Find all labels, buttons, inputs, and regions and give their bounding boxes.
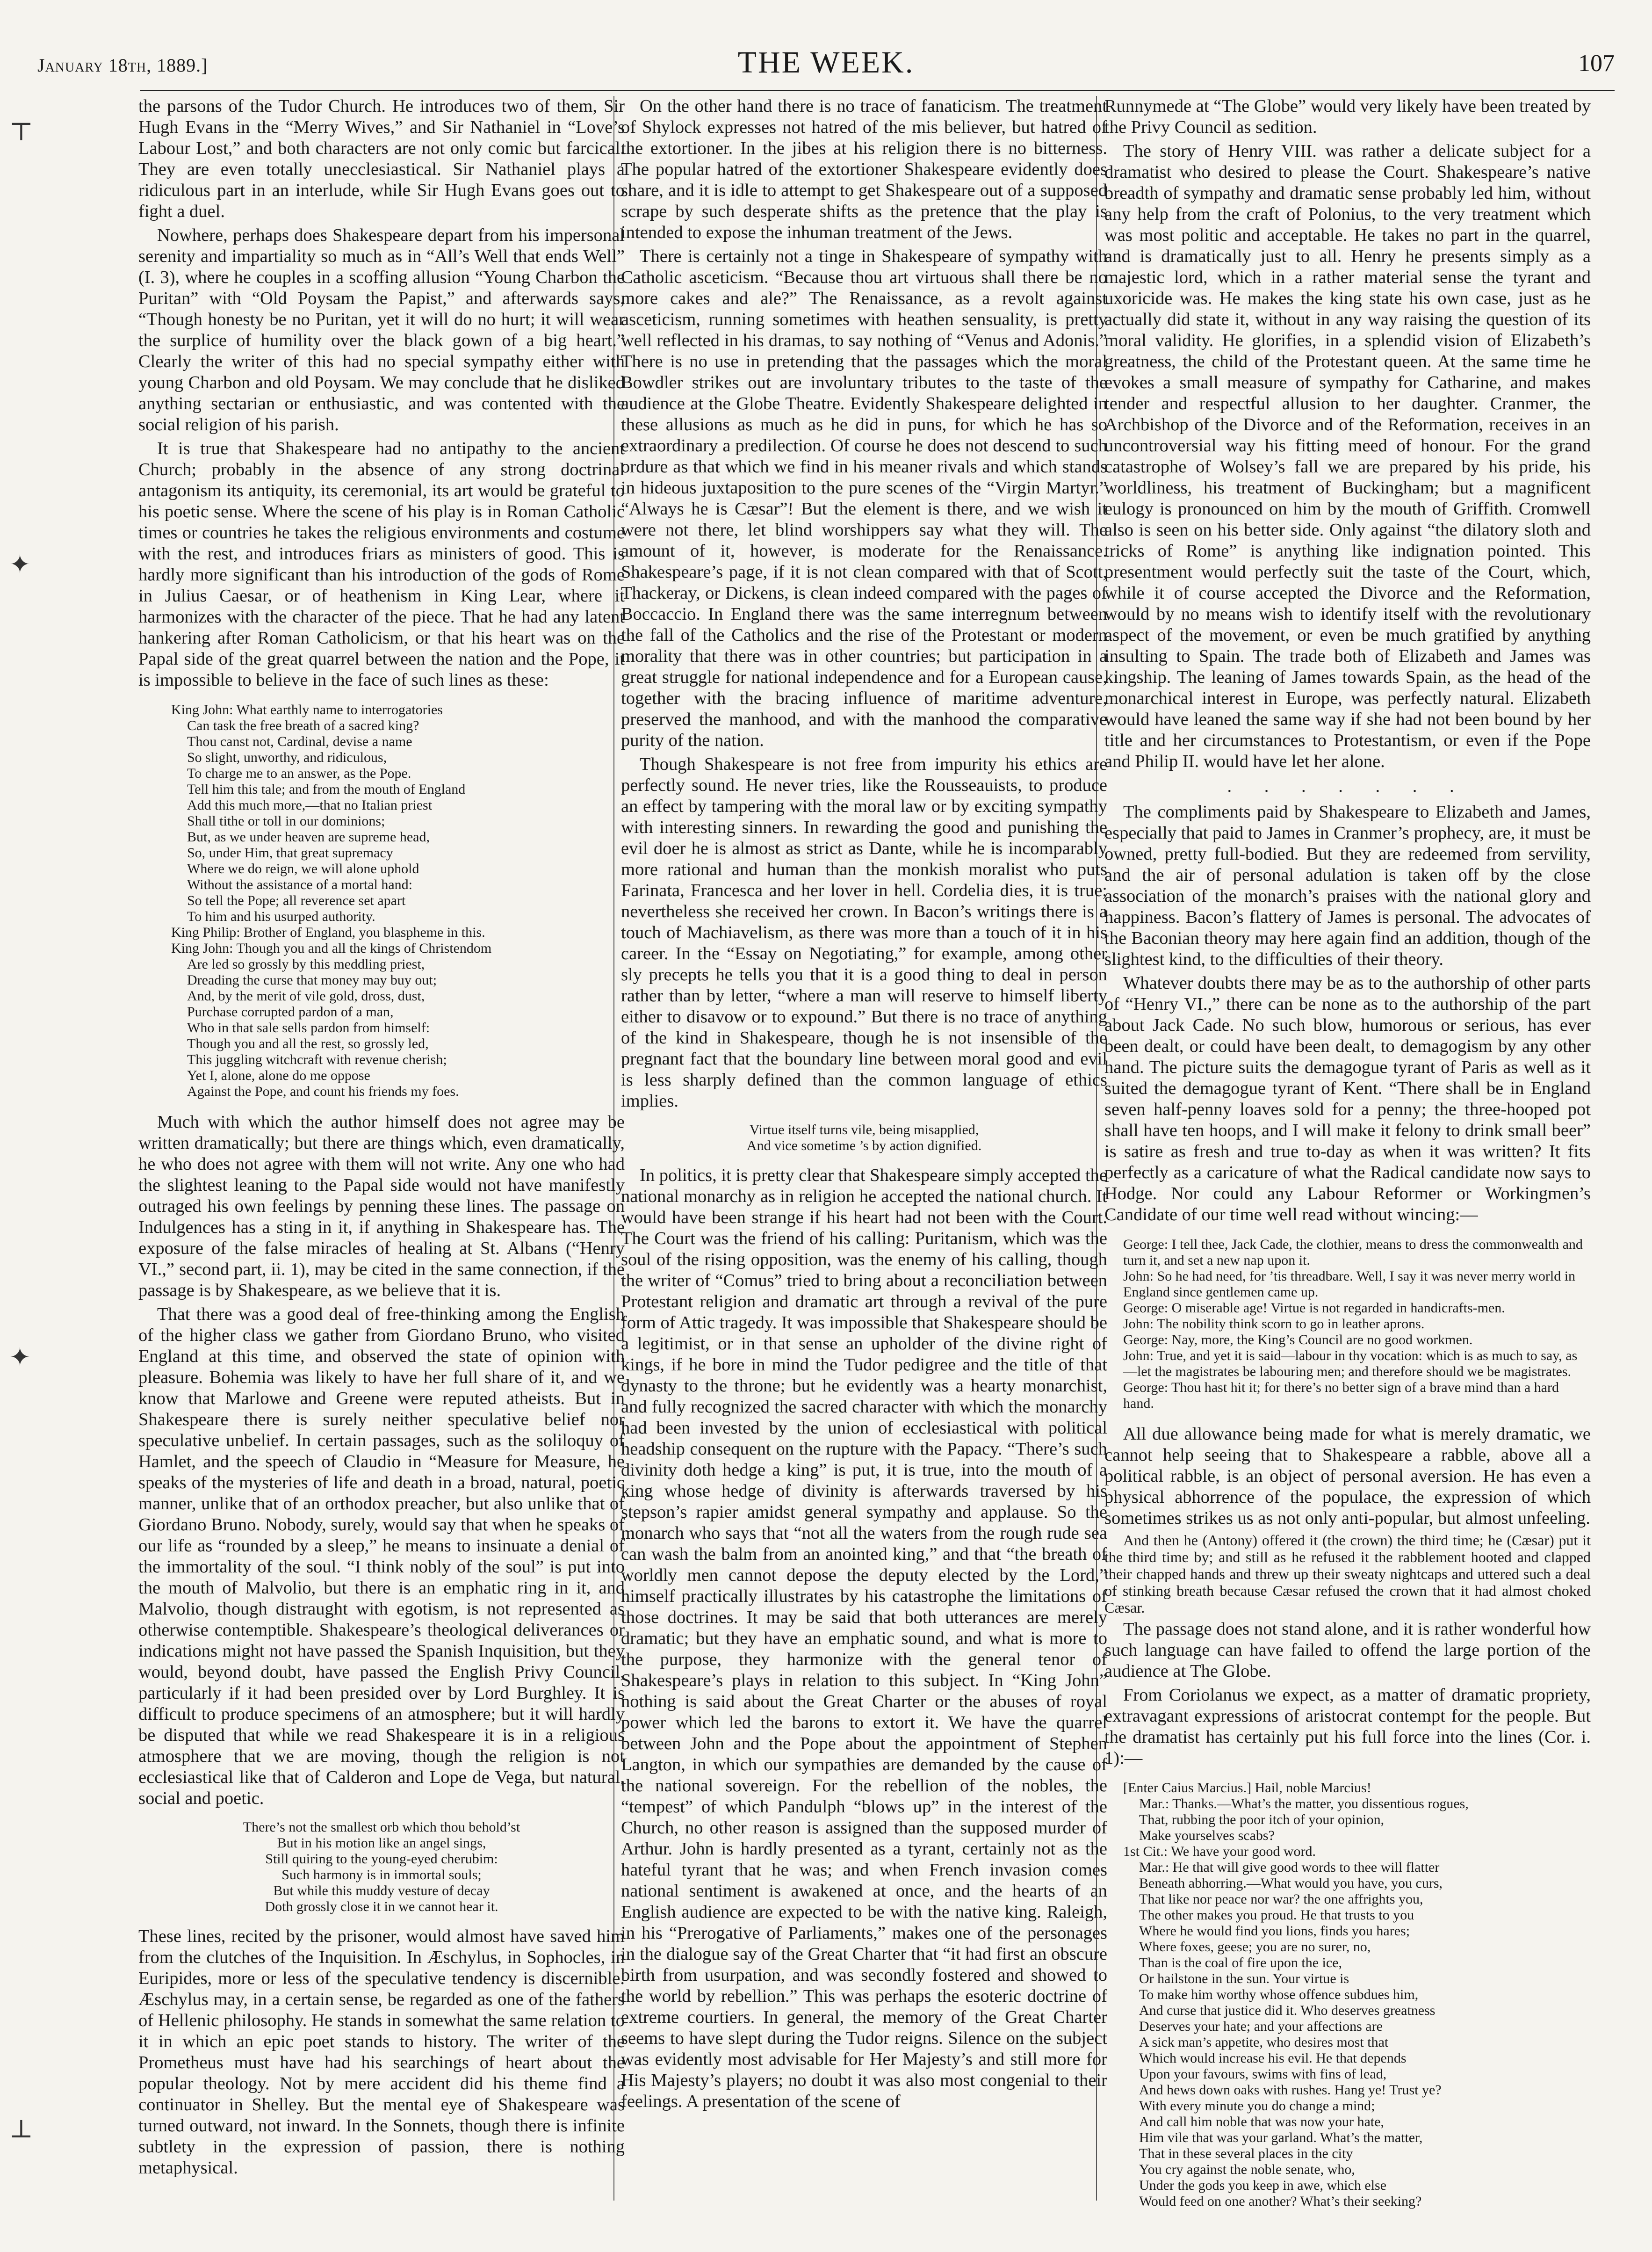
virtue-quotation [621, 1122, 1107, 1154]
paragraph: And then he (Antony) offered it (the crown) the third time; he (Cæsar) put it the third time by; and still as he refused it the rabblement hooted and clapped their chapped hands and threw up their sweaty nightcaps and uttered such a deal of stinking breath because Cæsar refused the crown that it had almost choked Cæsar. [1104, 1532, 1591, 1616]
margin-mark: ✦ [9, 550, 31, 579]
paragraph: All due allowance being made for what is merely dramatic, we cannot help seeing that to Shakespeare a rabble, above all a political rabble, is an object of personal aversion. He has even a physical abhorrence of the populace, the expression of which sometimes strikes us as not only anti-popular, but almost unfeeling. [1104, 1424, 1591, 1528]
quote-line: Or hailstone in the sun. Your virtue is [1139, 1971, 1349, 1986]
paragraph: There is certainly not a tinge in Shakespeare of sympathy with Catholic asceticism. “Because thou art virtuous shall there be no more cakes and ale?” The Renaissance, as a revolt against asceticism, running sometimes with heathen sensuality, is pretty well reflected in his dramas, to say nothing of “Venus and Adonis.” There is no use in pretending that the passages which the moral Bowdler strikes out are involuntary tributes to the taste of the audience at the Globe Theatre. Evidently Shakespeare delighted in these allusions as much as he did in puns, for which he has so extraordinary a predilection. Of course he does not descend to such ordure as that which we find in his meaner rivals and which stands in hideous juxtaposition to the pure scenes of the “Virgin Martyr.” “Always he is Cæsar”! But the element is there, and we wish it were not there, let blind worshippers say what they will. The amount of it, however, is moderate for the Renaissance. Shakespeare’s page, if it is not clean compared with that of Scott, Thackeray, or Dickens, is clean indeed compared with the pages of Boccaccio. In England there was the same interregnum between the fall of the Catholics and the rise of the Protestant or modern morality that there was in other countries; but participation in a great struggle for national independence and for a European cause, together with the bracing influence of maritime adventure, preserved the manhood, and with the manhood the comparative purity of the nation. [621, 246, 1107, 750]
page-number: 107 [1578, 50, 1615, 77]
quote-line: Doth grossly close it in we cannot hear it. [265, 1899, 498, 1914]
quote-line: Where foxes, geese; you are no surer, no, [1139, 1939, 1371, 1955]
paragraph: The story of Henry VIII. was rather a delicate subject for a dramatist who desired to please the Court. Shakespeare’s native breadth of sympathy and dramatic sense probably led him, without any help from the craft of Polonius, to the very treatment which was most politic and acceptable. He takes no part in the quarrel, and is dramatically just to all. Henry he presents simply as a majestic lord, which in a rather material sense the tyrant and uxoricide was. He makes the king state his own case, just as he actually did state it, without in any way raising the question of its moral validity. He glorifies, in a splendid vision of Elizabeth’s greatness, the child of the Protestant queen. At the same time he evokes a small measure of sympathy for Catharine, and makes tender and respectful allusion to her daughter. Cranmer, the Archbishop of the Divorce and of the Reformation, receives in an uncontroversial way his fitting meed of honour. For the grand catastrophe of Wolsey’s fall we are prepared by his pride, his worldliness, his treatment of Buckingham; but a magnificent eulogy is pronounced on him by the mouth of Griffith. Cromwell also is seen on his better side. Only against “the dilatory sloth and tricks of Rome” is anything like indignation pointed. This presentment would perfectly suit the taste of the Court, which, while it of course accepted the Divorce and the Reformation, would by no means wish to identify itself with the revolutionary aspect of the movement, or even be much gratified by anything insulting to Spain. The trade both of Elizabeth and James was kingship. The leaning of James towards Spain, as the head of the monarchical interest in Europe, was perfectly natural. Elizabeth would have leaned the same way if she had not been bound by her title and her circumstances to Protestantism, or even if the Pope and Philip II. would have let her alone. [1104, 141, 1591, 771]
quote-line: And vice sometime ’s by action dignified. [746, 1138, 982, 1153]
quote-line: But, as we under heaven are supreme head, [187, 829, 430, 845]
quote-line: But in his motion like an angel sings, [277, 1835, 486, 1851]
quote-line: To him and his usurped authority. [187, 909, 375, 924]
coriolanus-quotation [1123, 1780, 1586, 2209]
quote-line: And curse that justice did it. Who deserves greatness [1139, 2003, 1436, 2018]
quote-line: Deserves your hate; and your affections are [1139, 2019, 1383, 2034]
quote-line: Mar.: He that will give good words to thee will flatter [1139, 1860, 1440, 1875]
quote-line: Virtue itself turns vile, being misapplied, [749, 1122, 979, 1137]
margin-mark: ✦ [9, 1343, 31, 1371]
quote-line: Shall tithe or toll in our dominions; [187, 813, 385, 829]
quote-line: Tell him this tale; and from the mouth of England [187, 782, 466, 797]
quote-line: George: O miserable age! Virtue is not regarded in handicrafts-men. [1123, 1300, 1505, 1316]
quote-line: King Philip: Brother of England, you blaspheme in this. [171, 925, 485, 940]
quote-line: Where he would find you lions, finds you hares; [1139, 1923, 1410, 1939]
quote-line: Purchase corrupted pardon of a man, [187, 1004, 394, 1020]
paragraph: These lines, recited by the prisoner, would almost have saved him from the clutches of the Inquisition. In Æschylus, in Sophocles, in Euripides, more or less of the speculative tendency is discernible. Æschylus may, in a certain sense, be regarded as one of the fathers of Hellenic philosophy. He stands in somewhat the same relation to it in which an epic poet stands to history. The writer of the Prometheus must have had his searchings of heart about the popular theology. Not by mere accident did his theme find a continuator in Shelley. But the mental eye of Shakespeare was turned outward, not inward. In the Sonnets, though there is infinite subtlety in the expression of passion, there is nothing metaphysical. [138, 1926, 625, 2178]
quote-line: Dreading the curse that money may buy out; [187, 972, 437, 988]
quote-line: King John: What earthly name to interrogatories [171, 702, 443, 717]
quote-line: That, rubbing the poor itch of your opinion, [1139, 1812, 1385, 1827]
merchant-quotation [138, 1819, 625, 1915]
quote-line: Upon your favours, swims with fins of lead, [1139, 2066, 1387, 2082]
king-john-quotation [171, 702, 620, 1100]
paragraph: That there was a good deal of free-thinking among the English of the higher class we gather from Giordano Bruno, who visited England at this time, and observed the state of opinion with pleasure. Bohemia was likely to have her full share of it, and we know that Marlowe and Greene were reputed atheists. But in Shakespeare there is surely neither speculative belief nor speculative unbelief. In certain passages, such as the soliloquy of Hamlet, and the speech of Claudio in “Measure for Measure, he speaks of the mysteries of life and death in a broad, natural, poetic manner, unlike that of an orthodox preacher, but also unlike that of Giordano Bruno. Nobody, surely, would say that when he speaks of our life as “rounded by a sleep,” he means to insinuate a denial of the immortality of the soul. “I think nobly of the soul” is put into the mouth of Malvolio, but there is an emphatic ring in it, and Malvolio, though distraught with egotism, is not represented as otherwise contemptible. Shakespeare’s theological deliverances or indications might not have passed the Spanish Inquisition, but they would, beyond doubt, have passed the English Privy Council, particularly if it had been presided over by Lord Burghley. It is difficult to produce specimens of an atmosphere; but it will hardly be disputed that while we read Shakespeare it is in a religious atmosphere that we are moving, though the religion is not ecclesiastical like that of Calderon and Lope de Vega, but natural, social and poetic. [138, 1304, 625, 1808]
paragraph: From Coriolanus we expect, as a matter of dramatic propriety, extravagant expressions of aristocrat contempt for the people. But the dramatist has certainly put his full force into the lines (Cor. i. 1):— [1104, 1685, 1591, 1768]
quote-line: And, by the merit of vile gold, dross, dust, [187, 988, 425, 1004]
quote-line: Beneath abhorring.—What would you have, you curs, [1139, 1875, 1443, 1891]
quote-line: Are led so grossly by this meddling priest, [187, 956, 425, 972]
quote-line: Mar.: Thanks.—What’s the matter, you dissentious rogues, [1139, 1796, 1469, 1811]
quote-line: So, under Him, that great supremacy [187, 845, 393, 861]
issue-date: January 18th, 1889.] [37, 55, 208, 76]
quote-line: That like nor peace nor war? the one affrights you, [1139, 1891, 1423, 1907]
section-dots: . . . . . . . [1227, 776, 1468, 796]
margin-mark: ⊥ [9, 2115, 33, 2143]
quote-line: You cry against the noble senate, who, [1139, 2162, 1355, 2177]
column-2 [621, 96, 1107, 2201]
quote-line: 1st Cit.: We have your good word. [1123, 1844, 1316, 1859]
paragraph: Much with which the author himself does not agree may be written dramatically; but there are things which, even dramatically, he who does not agree with them will not write. Any one who had the slightest leaning to the Papal side would not have manifestly outraged his own feelings by penning these lines. The passage on Indulgences has a sting in it, if anything in Shakespeare has. The exposure of the false miracles of healing at St. Albans (“Henry VI.,” second part, ii. 1), may be cited in the same connection, if the passage is by Shakespeare, as we believe that it is. [138, 1112, 625, 1300]
quote-line: This juggling witchcraft with revenue cherish; [187, 1052, 447, 1067]
margin-mark: ⊤ [9, 118, 33, 146]
paragraph: Nowhere, perhaps does Shakespeare depart from his impersonal serenity and impartiality so much as in “All’s Well that ends Well” (I. 3), where he couples in a scoffing allusion “Young Charbon the Puritan” with “Old Poysam the Papist,” and afterwards says, “Though honesty be no Puritan, yet it will do no hurt; it will wear the surplice of humility over the black gown of a big heart.” Clearly the writer of this had no special sympathy either with young Charbon and old Poysam. We may conclude that he disliked anything sectarian or enthusiastic, and was contented with the social religion of his parish. [138, 225, 625, 434]
quote-line: And hews down oaks with rushes. Hang ye! Trust ye? [1139, 2082, 1442, 2098]
quote-line: Still quiring to the young-eyed cherubim: [265, 1851, 498, 1867]
quote-line: King John: Though you and all the kings of Christendom [171, 941, 492, 956]
quote-line: George: Nay, more, the King’s Council are no good workmen. [1123, 1332, 1473, 1347]
quote-line: Where we do reign, we will alone uphold [187, 861, 419, 876]
paragraph: On the other hand there is no trace of fanaticism. The treatment of Shylock expresses not hatred of the mis believer, but hatred of the extortioner. In the jibes at his religion there is no bitterness. The popular hatred of the extortioner Shakespeare evidently does share, and it is idle to attempt to get Shakespeare out of a supposed scrape by such desperate shifts as the pretence that the play is intended to expose the inhuman treatment of the Jews. [621, 96, 1107, 242]
page-header [37, 41, 1615, 83]
quote-line: To make him worthy whose offence subdues him, [1139, 1987, 1419, 2002]
quote-line: So slight, unworthy, and ridiculous, [187, 750, 387, 765]
quote-line: Under the gods you keep in awe, which else [1139, 2178, 1387, 2193]
quote-line: George: Thou hast hit it; for there’s no better sign of a brave mind than a hard hand. [1123, 1380, 1559, 1411]
paragraph: Runnymede at “The Globe” would very likely have been treated by the Privy Council as sedition. [1104, 96, 1591, 137]
quote-line: Though you and all the rest, so grossly led, [187, 1036, 429, 1051]
paragraph: The passage does not stand alone, and it is rather wonderful how such language can have failed to offend the large portion of the audience at The Globe. [1104, 1619, 1591, 1681]
quote-line: Than is the coal of fire upon the ice, [1139, 1955, 1342, 1970]
paragraph: It is true that Shakespeare had no antipathy to the ancient Church; probably in the absence of any strong doctrinal antagonism its antiquity, its ceremonial, its art would be grateful to his poetic sense. Where the scene of his play is in Roman Catholic times or countries he takes the religious environments and costume with the rest, and introduces friars as ministers of good. This is hardly more significant than his introduction of the gods of Rome in Julius Caesar, or of heathenism in King Lear, where it harmonizes with the character of the piece. That he had any latent hankering after Roman Catholicism, or that his heart was on the Papal side of the great quarrel between the nation and the Pope, it is impossible to believe in the face of such lines as these: [138, 439, 625, 690]
jack-cade-quotation [1123, 1237, 1586, 1412]
quote-line: Which would increase his evil. He that depends [1139, 2050, 1407, 2066]
quote-line: Who in that sale sells pardon from himself: [187, 1020, 430, 1035]
column-1 [138, 96, 625, 2201]
quote-line: And call him noble that was now your hate, [1139, 2114, 1385, 2129]
paragraph: The compliments paid by Shakespeare to Elizabeth and James, especially that paid to James in Cranmer’s prophecy, are, it must be owned, pretty full-bodied. But they are redeemed from servility, and the air of personal adulation is taken off by the close association of the monarch’s praises with the national glory and happiness. Bacon’s flattery of James is personal. The advocates of the Baconian theory may here again find an addition, though of the slightest kind, to the difficulties of their theory. [1104, 802, 1591, 969]
quote-line: Can task the free breath of a sacred king? [187, 718, 419, 733]
quote-line: The other makes you proud. He that trusts to you [1139, 1907, 1414, 1923]
publication-title: THE WEEK. [737, 45, 915, 80]
quote-line: John: So he had need, for ’tis threadbare. Well, I say it was never merry world in England since gentlemen came up. [1123, 1268, 1576, 1300]
paragraph: Whatever doubts there may be as to the authorship of other parts of “Henry VI.,” there can be none as to the authorship of the part about Jack Cade. No such blow, humorous or serious, has ever been dealt, or could have been dealt, to demagogism by any other hand. The picture suits the demagogue tyrant of Paris as well as it suited the demagogue tyrant of Kent. “There shall be in England seven half-penny loaves sold for a penny; the three-hooped pot shall have ten hoops, and I will make it felony to drink small beer” is satire as fresh and true to-day as when it was written? It fits perfectly as a caricature of what the Radical candidate now says to Hodge. Nor could any Labour Reformer or Workingmen’s Candidate of our time well read without wincing:— [1104, 973, 1591, 1224]
quote-line: Against the Pope, and count his friends my foes. [187, 1084, 459, 1099]
paragraph: the parsons of the Tudor Church. He introduces two of them, Sir Hugh Evans in the “Merry Wives,” and Sir Nathaniel in “Love’s Labour Lost,” and both characters are not only comic but farcical. They are even totally unecclesiastical. Sir Nathaniel plays a ridiculous part in an interlude, while Sir Hugh Evans goes out to fight a duel. [138, 96, 625, 221]
quote-line: [Enter Caius Marcius.] Hail, noble Marcius! [1123, 1780, 1371, 1796]
quote-line: To charge me to an answer, as the Pope. [187, 766, 411, 781]
quote-line: But while this muddy vesture of decay [273, 1883, 490, 1898]
paragraph: In politics, it is pretty clear that Shakespeare simply accepted the national monarchy as in religion he accepted the national church. It would have been strange if his heart had not been with the Court. The Court was the friend of his calling: Puritanism, which was the soul of the rising opposition, was the enemy of his calling, though the writer of “Comus” tried to bring about a reconciliation between Protestant religion and dramatic art through a revival of the pure form of Attic tragedy. It was impossible that Shakespeare should be a legitimist, or in that sense an upholder of the divine right of kings, if he bore in mind the Tudor pedigree and the title of that dynasty to the throne; but he evidently was a hearty monarchist, and fully recognized the sacred character with which the monarchy had been invested by the union of ecclesiastical with political headship consequent on the rupture with the Papacy. “There’s such divinity doth hedge a king” is put, it is true, into the mouth of a king whose hedge of divinity is afterwards traversed by his stepson’s rapier amidst general sympathy and applause. So the monarch who says that “not all the waters from the rough rude sea can wash the balm from an anointed king,” and that “the breath of worldly men cannot depose the deputy elected by the Lord,” himself practically illustrates by his catastrophe the limitations of those doctrines. It may be said that both utterances are merely dramatic; but they have an emphatic sound, and what is more to the purpose, they harmonize with the general tenor of Shakespeare’s plays in relation to this subject. In “King John” nothing is said about the Great Charter or the abuses of royal power which led the barons to extort it. We have the quarrel between John and the Pope about the appointment of Stephen Langton, in which our sympathies are demanded by the cause of the national sovereign. For the rebellion of the nobles, the “tempest” of which Pandulph “blows up” in the interest of the Church, no other reason is assigned than the supposed murder of Arthur. John is hardly presented as a tyrant, certainly not as the hateful tyrant that he was; and when French invasion comes national sentiment is awakened at once, and the hearts of an English audience are expected to be with the native king. Raleigh, in his “Prerogative of Parliaments,” makes one of the personages in the dialogue say of the Great Charter that “it had first an obscure birth from usurpation, and was secondly fostered and showed to the world by rebellion.” This was perhaps the esoteric doctrine of extreme courtiers. In general, the memory of the Great Charter seems to have slept during the Tudor reigns. Silence on the subject was evidently most advisable for Her Majesty’s and still more for His Majesty’s players; no doubt it was also most congenial to their feelings. A presentation of the scene of [621, 1166, 1107, 2111]
quote-line: Add this much more,—that no Italian priest [187, 797, 433, 813]
quote-line: Such harmony is in immortal souls; [281, 1867, 482, 1883]
quote-line: John: True, and yet it is said—labour in thy vocation: which is as much to say, as—let the magistrates be labouring men; and therefore should we be magistrates. [1123, 1348, 1578, 1379]
quote-line: A sick man’s appetite, who desires most that [1139, 2035, 1389, 2050]
column-3 [1104, 96, 1591, 2209]
paragraph: Though Shakespeare is not free from impurity his ethics are perfectly sound. He never tries, like the Rousseauists, to produce an effect by tampering with the moral law or by exciting sympathy with interesting sinners. In rewarding the good and punishing the evil doer he is almost as strict as Dante, while he is incomparably more rational and human than the monkish moralist who puts Farinata, Francesca and her lover in hell. Cordelia dies, it is true; nevertheless she received her crown. In Bacon’s writings there is a touch of Machiavelism, as there was more than a touch of it in his career. In the “Essay on Negotiating,” for example, among other sly precepts he tells you that it is a good thing to deal in person rather than by letter, “where a man will reserve to himself liberty either to disavow or to expound.” But there is no trace of anything of the kind in Shakespeare, though he is not insensible of the pregnant fact that the boundary line between moral good and evil is less sharply defined than the common language of ethics implies. [621, 754, 1107, 1111]
quote-line: Him vile that was your garland. What’s the matter, [1139, 2130, 1423, 2145]
quote-line: So tell the Pope; all reverence set apart [187, 893, 406, 908]
quote-line: There’s not the smallest orb which thou behold’st [243, 1819, 520, 1835]
quote-line: Without the assistance of a mortal hand: [187, 877, 412, 892]
quote-line: John: The nobility think scorn to go in leather aprons. [1123, 1316, 1425, 1332]
quote-line: Would feed on one another? What’s their seeking? [1139, 2194, 1422, 2209]
quote-line: Yet I, alone, alone do me oppose [187, 1068, 370, 1083]
quote-line: Make yourselves scabs? [1139, 1828, 1275, 1843]
quote-line: That in these several places in the city [1139, 2146, 1353, 2161]
header-rule [140, 90, 1615, 91]
quote-line: With every minute you do change a mind; [1139, 2098, 1375, 2114]
quote-line: George: I tell thee, Jack Cade, the clothier, means to dress the commonwealth and turn it, and set a new nap upon it. [1123, 1237, 1583, 1268]
quote-line: Thou canst not, Cardinal, devise a name [187, 734, 412, 749]
